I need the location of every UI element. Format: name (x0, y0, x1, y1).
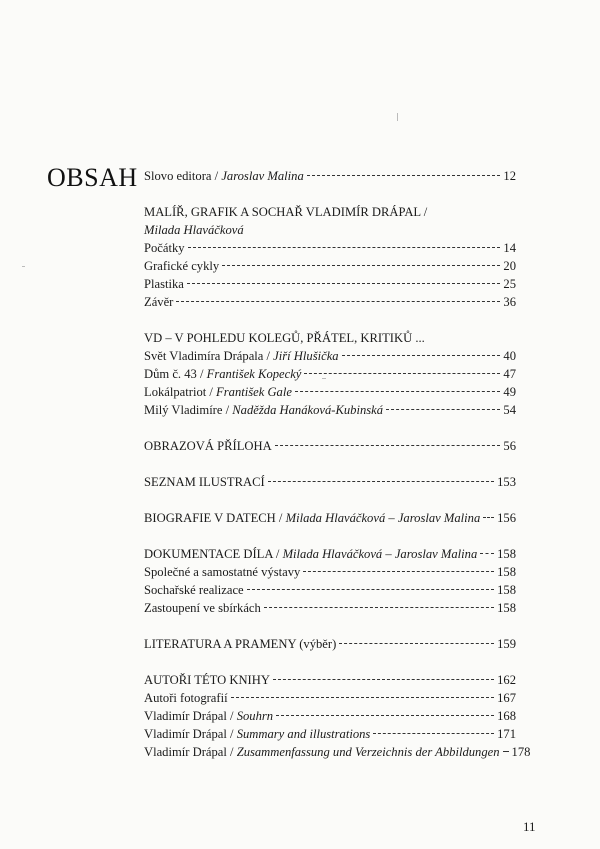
toc-section (144, 167, 516, 185)
toc-entry[interactable] (144, 581, 516, 599)
entry-page-number: 167 (497, 691, 516, 705)
dot-leader (373, 733, 494, 734)
scan-speck (22, 266, 25, 267)
entry-author: František Kopecký (206, 367, 302, 381)
entry-author: Jaroslav Malina (221, 169, 304, 183)
entry-page-number: 158 (497, 583, 516, 597)
toc-entry[interactable] (144, 239, 516, 257)
toc-entry[interactable] (144, 167, 516, 185)
toc-section (144, 329, 516, 419)
entry-title: Grafické cykly (144, 259, 220, 273)
entry-title: Vladimír Drápal / (144, 727, 237, 741)
toc-section (144, 671, 531, 761)
page-heading: OBSAH (47, 163, 138, 192)
toc-entry[interactable] (144, 725, 516, 743)
toc-section (144, 509, 516, 527)
entry-page-number: 20 (503, 259, 516, 273)
entry-title: Společné a samostatné výstavy (144, 565, 301, 579)
entry-page-number: 168 (497, 709, 516, 723)
scan-speck (322, 378, 326, 379)
dot-leader (231, 697, 495, 698)
entry-title: Vladimír Drápal / (144, 745, 237, 759)
dot-leader (303, 571, 494, 572)
table-of-contents (144, 167, 531, 779)
dot-leader (247, 589, 494, 590)
entry-author: Milada Hlaváčková – Jaroslav Malina (285, 511, 481, 525)
entry-title: Lokálpatriot / (144, 385, 217, 399)
entry-author: Jiří Hlušička (273, 349, 339, 363)
dot-leader (276, 715, 494, 716)
toc-entry[interactable] (144, 293, 516, 311)
toc-entry[interactable] (144, 401, 516, 419)
entry-author: František Gale (216, 385, 292, 399)
toc-entry[interactable] (144, 257, 516, 275)
toc-entry[interactable] (144, 365, 516, 383)
toc-section (144, 437, 516, 455)
entry-title: Počátky (144, 241, 185, 255)
entry-page-number: 14 (503, 241, 516, 255)
entry-title: OBRAZOVÁ PŘÍLOHA (144, 439, 272, 453)
entry-title: Vladimír Drápal / (144, 709, 237, 723)
section-author: Milada Hlaváčková (144, 223, 244, 237)
toc-entry[interactable] (144, 671, 516, 689)
dot-leader (503, 751, 509, 752)
dot-leader (264, 607, 494, 608)
entry-page-number: 12 (503, 169, 516, 183)
dot-leader (304, 373, 500, 374)
entry-title: Dům č. 43 / (144, 367, 207, 381)
entry-page-number: 156 (497, 511, 516, 525)
dot-leader (307, 175, 501, 176)
entry-title: Zastoupení ve sbírkách (144, 601, 261, 615)
dot-leader (187, 283, 501, 284)
toc-entry[interactable] (144, 383, 516, 401)
toc-section (144, 635, 516, 653)
dot-leader (188, 247, 501, 248)
toc-entry[interactable] (144, 437, 516, 455)
toc-entry[interactable] (144, 707, 516, 725)
entry-title: LITERATURA A PRAMENY (výběr) (144, 637, 337, 651)
entry-page-number: 36 (503, 295, 516, 309)
entry-title: Svět Vladimíra Drápala / (144, 349, 274, 363)
entry-page-number: 171 (497, 727, 516, 741)
toc-entry[interactable] (144, 473, 516, 491)
dot-leader (176, 301, 500, 302)
toc-entry[interactable] (144, 635, 516, 653)
entry-page-number: 47 (503, 367, 516, 381)
dot-leader (275, 445, 501, 446)
toc-entry[interactable] (144, 743, 531, 761)
dot-leader (480, 553, 494, 554)
entry-author: Milada Hlaváčková – Jaroslav Malina (282, 547, 478, 561)
toc-entry[interactable] (144, 563, 516, 581)
scan-speck (397, 113, 398, 121)
entry-page-number: 178 (511, 745, 531, 759)
entry-title: AUTOŘI TÉTO KNIHY (144, 673, 270, 687)
page-number: 11 (523, 819, 536, 834)
toc-section (144, 203, 516, 311)
entry-author: Zusammenfassung und Verzeichnis der Abbildungen (236, 745, 500, 759)
dot-leader (273, 679, 494, 680)
dot-leader (342, 355, 501, 356)
entry-page-number: 162 (497, 673, 516, 687)
entry-title: Plastika (144, 277, 184, 291)
entry-page-number: 158 (497, 565, 516, 579)
entry-author: Souhrn (236, 709, 274, 723)
toc-entry[interactable] (144, 275, 516, 293)
entry-title: Autoři fotografií (144, 691, 228, 705)
toc-entry[interactable] (144, 347, 516, 365)
entry-page-number: 159 (497, 637, 516, 651)
entry-page-number: 40 (503, 349, 516, 363)
entry-page-number: 153 (497, 475, 516, 489)
toc-entry[interactable] (144, 689, 516, 707)
entry-page-number: 25 (503, 277, 516, 291)
entry-title: Milý Vladimíre / (144, 403, 233, 417)
entry-page-number: 54 (503, 403, 516, 417)
entry-title: Slovo editora / (144, 169, 222, 183)
section-title: MALÍŘ, GRAFIK A SOCHAŘ VLADIMÍR DRÁPAL / (144, 205, 428, 219)
dot-leader (268, 481, 494, 482)
section-title: VD – V POHLEDU KOLEGŮ, PŘÁTEL, KRITIKŮ ... (144, 331, 425, 345)
entry-title: Závěr (144, 295, 174, 309)
toc-entry[interactable] (144, 509, 516, 527)
entry-page-number: 158 (497, 601, 516, 615)
entry-title: Sochařské realizace (144, 583, 244, 597)
toc-section (144, 545, 516, 617)
dot-leader (295, 391, 500, 392)
entry-page-number: 56 (503, 439, 516, 453)
dot-leader (222, 265, 500, 266)
dot-leader (483, 517, 494, 518)
entry-title: DOKUMENTACE DÍLA / (144, 547, 283, 561)
entry-author: Summary and illustrations (236, 727, 371, 741)
entry-page-number: 49 (503, 385, 516, 399)
toc-entry[interactable] (144, 599, 516, 617)
entry-title: SEZNAM ILUSTRACÍ (144, 475, 265, 489)
dot-leader (339, 643, 494, 644)
toc-section (144, 473, 516, 491)
dot-leader (386, 409, 500, 410)
entry-page-number: 158 (497, 547, 516, 561)
toc-entry[interactable] (144, 545, 516, 563)
entry-title: BIOGRAFIE V DATECH / (144, 511, 286, 525)
entry-author: Naděžda Hanáková-Kubinská (232, 403, 384, 417)
